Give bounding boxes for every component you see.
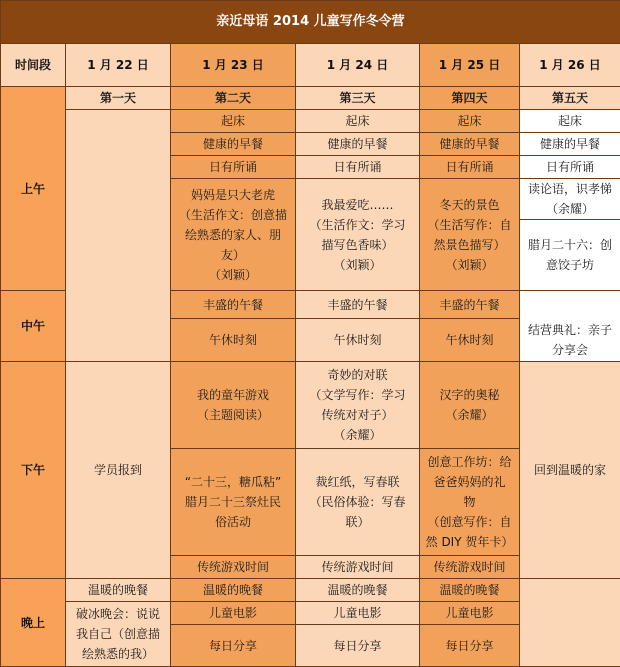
d4-workshop-line: 爸爸妈妈的礼: [423, 472, 516, 492]
d3-breakfast: 健康的早餐: [296, 133, 420, 156]
d4-workshop-line: 创意工作坊：给: [423, 452, 516, 472]
d3-morning-line: （生活作文：学习: [299, 215, 416, 235]
d4-lunch: 丰盛的午餐: [420, 291, 520, 319]
d5-dumpling-continued: [520, 291, 620, 319]
day-label-1: 第一天: [66, 87, 171, 110]
d3-afternoon-line: 传统对对子）: [299, 405, 416, 425]
d2-morning-line: （生活作文：创意描: [174, 205, 292, 225]
d5-analects-line: 读论语，识孝悌: [520, 179, 620, 199]
d2-morning-line: 妈妈是只大老虎: [174, 185, 292, 205]
d5-closing-line: 分享会: [523, 340, 617, 360]
day-label-5: 第五天: [520, 87, 620, 110]
d1-dinner: 温暖的晚餐: [66, 579, 171, 602]
d2-morning-teacher: （刘颖）: [174, 265, 292, 285]
d5-closing-line: 结营典礼：亲子: [523, 320, 617, 340]
d3-couplet-activity: [296, 449, 420, 556]
d5-return-home: 回到温暖的家: [520, 362, 620, 579]
d3-games: 传统游戏时间: [296, 556, 420, 579]
period-afternoon: 下午: [1, 362, 66, 579]
d3-morning-line: 描写色香味）: [299, 235, 416, 255]
d2-nap: 午休时刻: [171, 319, 296, 362]
d2-afternoon-line: 我的童年游戏: [174, 385, 292, 405]
d4-afternoon-line: 汉字的奥秘: [423, 385, 516, 405]
d5-closing-ceremony: [520, 319, 620, 362]
d5-dumpling-line: 意饺子坊: [520, 255, 620, 275]
d3-dinner: 温暖的晚餐: [296, 579, 420, 602]
d3-afternoon-teacher: （余耀）: [299, 425, 416, 445]
day1-blank-cell: [66, 110, 171, 362]
d4-morning-line: 然景色描写）: [423, 235, 516, 255]
d3-nap: 午休时刻: [296, 319, 420, 362]
d2-breakfast: 健康的早餐: [171, 133, 296, 156]
d4-dinner: 温暖的晚餐: [420, 579, 520, 602]
d5-dumpling-line: 腊月二十六：创: [520, 235, 620, 255]
d2-folk-activity: [171, 449, 296, 556]
d5-recitation: 日有所诵: [520, 156, 620, 179]
date-header-5: 1 月 26 日: [520, 44, 620, 87]
d3-movie: 儿童电影: [296, 602, 420, 625]
d4-share: 每日分享: [420, 625, 520, 667]
d2-dinner: 温暖的晚餐: [171, 579, 296, 602]
d2-wake: 起床: [171, 110, 296, 133]
d3-morning-line: 我最爱吃……: [299, 195, 416, 215]
date-header-4: 1 月 25 日: [420, 44, 520, 87]
date-header-2: 1 月 23 日: [171, 44, 296, 87]
d3-couplet-line: （民俗体验：写春: [299, 492, 416, 512]
d3-afternoon-line: 奇妙的对联: [299, 365, 416, 385]
d4-workshop-line: 物: [423, 492, 516, 512]
d4-morning-class: [420, 179, 520, 291]
d4-morning-teacher: （刘颖）: [423, 255, 516, 275]
date-header-3: 1 月 24 日: [296, 44, 420, 87]
d2-morning-line: 友）: [174, 245, 292, 265]
d1-icebreaker-line: 我自己（创意描: [69, 624, 167, 644]
d3-lunch: 丰盛的午餐: [296, 291, 420, 319]
d4-afternoon-class: [420, 362, 520, 449]
d3-afternoon-line: （文学写作：学习: [299, 385, 416, 405]
d3-morning-class: [296, 179, 420, 291]
d4-creative-workshop: [420, 449, 520, 556]
d4-games: 传统游戏时间: [420, 556, 520, 579]
d3-couplet-line: 联）: [299, 512, 416, 532]
d1-icebreaker: [66, 602, 171, 667]
d2-lunch: 丰盛的午餐: [171, 291, 296, 319]
d4-breakfast: 健康的早餐: [420, 133, 520, 156]
d2-morning-line: 绘熟悉的家人、朋: [174, 225, 292, 245]
d2-morning-class: [171, 179, 296, 291]
day-label-3: 第三天: [296, 87, 420, 110]
page-title: 亲近母语 2014 儿童写作冬令营: [1, 1, 620, 44]
d3-recitation: 日有所诵: [296, 156, 420, 179]
d2-games: 传统游戏时间: [171, 556, 296, 579]
period-column-header: 时间段: [1, 44, 66, 87]
d4-movie: 儿童电影: [420, 602, 520, 625]
d5-morning-class-split: [520, 179, 620, 291]
period-evening: 晚上: [1, 579, 66, 667]
d2-share: 每日分享: [171, 625, 296, 667]
d4-morning-line: （生活写作：自: [423, 215, 516, 235]
d2-afternoon-line: （主题阅读）: [174, 405, 292, 425]
d4-morning-line: 冬天的景色: [423, 195, 516, 215]
d2-folk-line: 俗活动: [174, 512, 292, 532]
d4-wake: 起床: [420, 110, 520, 133]
d5-evening-blank: [520, 579, 620, 667]
d1-registration: 学员报到: [66, 362, 171, 579]
d3-share: 每日分享: [296, 625, 420, 667]
date-header-1: 1 月 22 日: [66, 44, 171, 87]
period-noon: 中午: [1, 291, 66, 362]
d2-afternoon-class: [171, 362, 296, 449]
d4-workshop-line: （创意写作：自: [423, 512, 516, 532]
d3-couplet-line: 裁红纸，写春联: [299, 472, 416, 492]
d3-afternoon-class: [296, 362, 420, 449]
d5-breakfast: 健康的早餐: [520, 133, 620, 156]
d2-recitation: 日有所诵: [171, 156, 296, 179]
d3-wake: 起床: [296, 110, 420, 133]
d4-afternoon-teacher: （余耀）: [423, 405, 516, 425]
d4-workshop-line: 然 DIY 贺年卡）: [423, 532, 516, 552]
d1-icebreaker-line: 绘熟悉的我）: [69, 644, 167, 664]
d5-wake: 起床: [520, 110, 620, 133]
d2-folk-line: “二十三，糖瓜粘”: [174, 472, 292, 492]
period-morning: 上午: [1, 87, 66, 291]
d1-icebreaker-line: 破冰晚会：说说: [69, 604, 167, 624]
day-label-2: 第二天: [171, 87, 296, 110]
d5-analects-teacher: （余耀）: [520, 199, 620, 219]
d2-movie: 儿童电影: [171, 602, 296, 625]
day-label-4: 第四天: [420, 87, 520, 110]
d2-folk-line: 腊月二十三祭灶民: [174, 492, 292, 512]
d4-recitation: 日有所诵: [420, 156, 520, 179]
d3-morning-teacher: （刘颖）: [299, 255, 416, 275]
d4-nap: 午休时刻: [420, 319, 520, 362]
